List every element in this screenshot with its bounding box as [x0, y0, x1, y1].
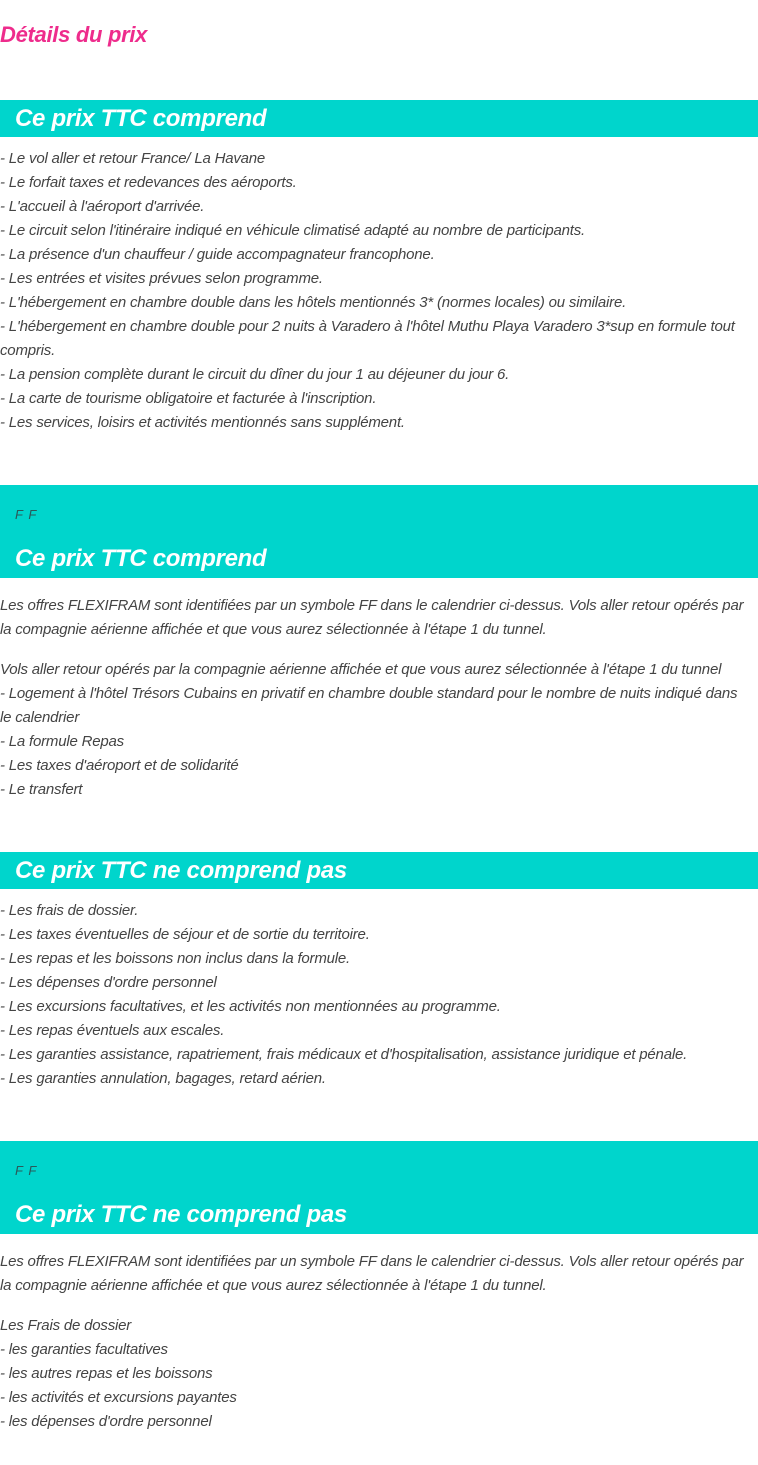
list-item: - les autres repas et les boissons: [0, 1365, 213, 1382]
included-list: [0, 147, 745, 435]
section-header-included: [0, 100, 758, 137]
list-item: - Les garanties assistance, rapatriement, frais médicaux et d'hospitalisation, assistance juridique et pénale.: [0, 1046, 688, 1063]
section-header-not-included: [0, 852, 758, 889]
list-item: - Les garanties annulation, bagages, retard aérien.: [0, 1070, 326, 1087]
list-item: - les garanties facultatives: [0, 1341, 168, 1358]
ff-not-included-intro: Les offres FLEXIFRAM sont identifiées par un symbole FF dans le calendrier ci-dessus. Vols aller retour opérés par la compagnie aérienne affichée et que vous aurez sélectionnée à l'étape 1 du tunnel.: [0, 1253, 744, 1294]
list-item: - Les entrées et visites prévues selon programme.: [0, 270, 323, 287]
list-item: - L'hébergement en chambre double pour 2 nuits à Varadero à l'hôtel Muthu Playa Varadero 3*sup en formule tout compris.: [0, 318, 735, 359]
list-item: - L'accueil à l'aéroport d'arrivée.: [0, 198, 205, 215]
ff-tag: F F: [15, 1163, 38, 1178]
list-item: - La carte de tourisme obligatoire et facturée à l'inscription.: [0, 390, 377, 407]
section-heading: Ce prix TTC ne comprend pas: [15, 857, 347, 884]
ff-not-included-list: [0, 1314, 745, 1434]
section-heading: Ce prix TTC ne comprend pas: [15, 1201, 347, 1228]
section-header-ff-not-included: [0, 1141, 758, 1234]
list-item: - Les repas et les boissons non inclus dans la formule.: [0, 950, 351, 967]
list-item: - Le forfait taxes et redevances des aéroports.: [0, 174, 297, 191]
list-item: - Les dépenses d'ordre personnel: [0, 974, 217, 991]
list-item: - Les excursions facultatives, et les activités non mentionnées au programme.: [0, 998, 501, 1015]
ff-tag: F F: [15, 507, 38, 522]
list-item: - Les repas éventuels aux escales.: [0, 1022, 225, 1039]
section-heading: Ce prix TTC comprend: [15, 545, 267, 572]
list-item: - Les taxes éventuelles de séjour et de sortie du territoire.: [0, 926, 370, 943]
list-item: - La formule Repas: [0, 733, 124, 750]
page-title: Détails du prix: [0, 22, 148, 47]
list-item: - Les taxes d'aéroport et de solidarité: [0, 757, 239, 774]
list-item: - les activités et excursions payantes: [0, 1389, 237, 1406]
list-item: - Les frais de dossier.: [0, 902, 139, 919]
list-item: - Le vol aller et retour France/ La Havane: [0, 150, 266, 167]
list-item: - Les services, loisirs et activités mentionnés sans supplément.: [0, 414, 405, 431]
list-item: - La pension complète durant le circuit du dîner du jour 1 au déjeuner du jour 6.: [0, 366, 510, 383]
list-item: - les dépenses d'ordre personnel: [0, 1413, 212, 1430]
list-item: - Logement à l'hôtel Trésors Cubains en privatif en chambre double standard pour le nombre de nuits indiqué dans le calendrier: [0, 685, 738, 726]
list-item: - Le transfert: [0, 781, 83, 798]
section-heading: Ce prix TTC comprend: [15, 105, 267, 132]
list-item: - L'hébergement en chambre double dans les hôtels mentionnés 3* (normes locales) ou similaire.: [0, 294, 627, 311]
list-item: Les Frais de dossier: [0, 1317, 132, 1334]
ff-included-intro: Les offres FLEXIFRAM sont identifiées par un symbole FF dans le calendrier ci-dessus. Vols aller retour opérés par la compagnie aérienne affichée et que vous aurez sélectionnée à l'étape 1 du tunnel.: [0, 597, 744, 638]
list-item: Vols aller retour opérés par la compagnie aérienne affichée et que vous aurez sélectionnée à l'étape 1 du tunnel: [0, 661, 722, 678]
not-included-list: [0, 899, 745, 1091]
list-item: - La présence d'un chauffeur / guide accompagnateur francophone.: [0, 246, 435, 263]
list-item: - Le circuit selon l'itinéraire indiqué en véhicule climatisé adapté au nombre de participants.: [0, 222, 586, 239]
ff-included-list: [0, 658, 745, 802]
section-header-ff-included: [0, 485, 758, 578]
